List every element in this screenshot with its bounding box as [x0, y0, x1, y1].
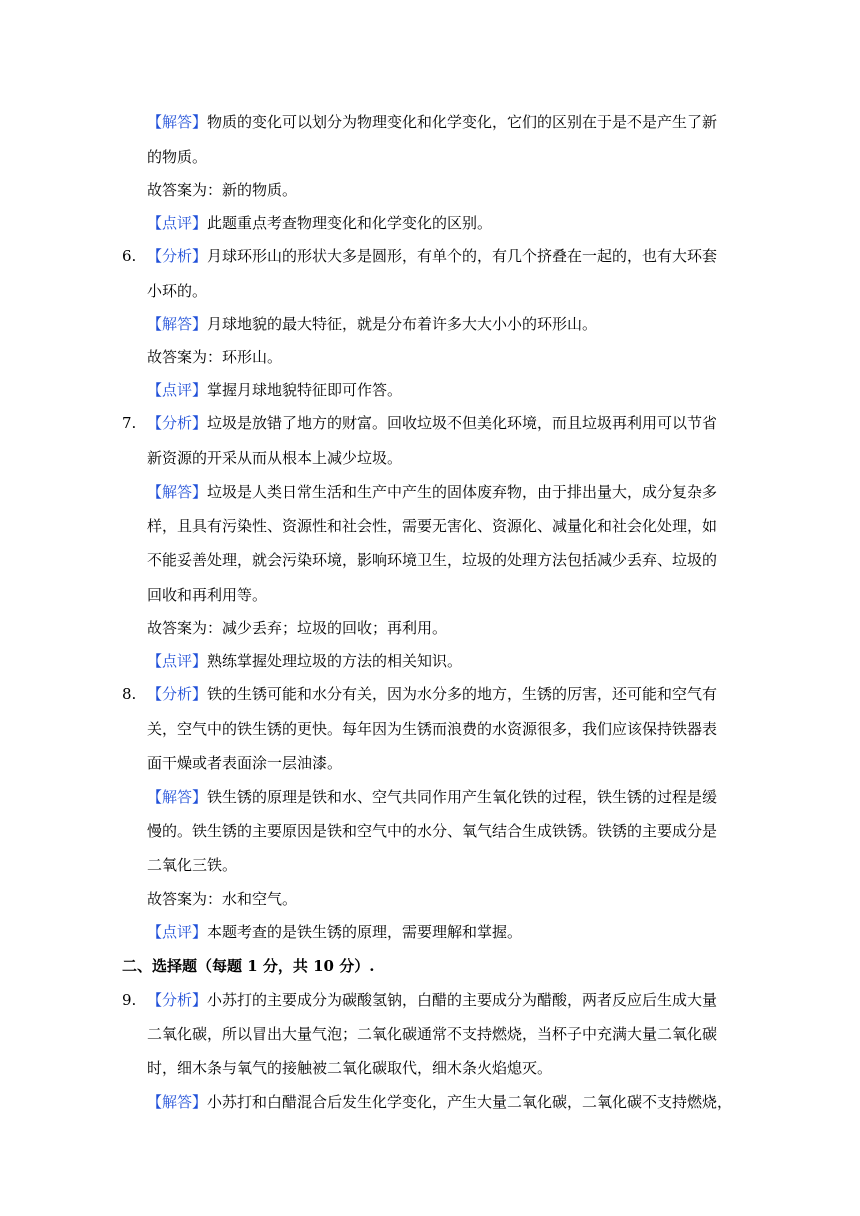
section-heading: 二、选择题（每题 1 分，共 10 分）.: [122, 957, 375, 975]
analysis-tag: 【分析】: [147, 247, 208, 265]
answer-tag: 【解答】: [147, 483, 208, 501]
q7-answer-line-1: 【解答】垃圾是人类日常生活和生产中产生的固体废弃物，由于排出量大，成分复杂多: [147, 483, 718, 501]
q8-analysis-line-2: 关，空气中的铁生锈的更快。每年因为生锈而浪费的水资源很多，我们应该保持铁器表: [147, 720, 718, 738]
comment-tag: 【点评】: [147, 652, 208, 670]
q9-analysis-line-2: 二氧化碳，所以冒出大量气泡；二氧化碳通常不支持燃烧，当杯子中充满大量二氧化碳: [147, 1025, 718, 1043]
q6-result: 故答案为：环形山。: [147, 348, 283, 366]
answer-tag: 【解答】: [147, 315, 208, 333]
comment-tag: 【点评】: [147, 381, 208, 399]
q9-analysis-line-1: 9. 【分析】小苏打的主要成分为碳酸氢钠，白醋的主要成分为醋酸，两者反应后生成大量: [122, 991, 718, 1009]
q8-answer-line-1: 【解答】铁生锈的原理是铁和水、空气共同作用产生氧化铁的过程，铁生锈的过程是缓: [147, 788, 718, 806]
q8-comment: 【点评】本题考查的是铁生锈的原理，需要理解和掌握。: [147, 923, 523, 941]
q7-answer-line-2: 样，且具有污染性、资源性和社会性，需要无害化、资源化、减量化和社会化处理，如: [147, 517, 718, 535]
q8-answer-line-3: 二氧化三铁。: [147, 856, 238, 874]
analysis-tag: 【分析】: [147, 685, 208, 703]
q7-answer-line-4: 回收和再利用等。: [147, 586, 268, 604]
q5-answer-line-1: 【解答】物质的变化可以划分为物理变化和化学变化，它们的区别在于是不是产生了新: [147, 113, 718, 131]
q6-answer: 【解答】月球地貌的最大特征，就是分布着许多大大小小的环形山。: [147, 315, 598, 333]
q7-analysis-line-2: 新资源的开采从而从根本上减少垃圾。: [147, 449, 403, 467]
comment-tag: 【点评】: [147, 923, 208, 941]
q7-comment: 【点评】熟练掌握处理垃圾的方法的相关知识。: [147, 652, 463, 670]
q7-answer-line-3: 不能妥善处理，就会污染环境，影响环境卫生，垃圾的处理方法包括减少丢弃、垃圾的: [147, 551, 718, 569]
q5-comment: 【点评】此题重点考查物理变化和化学变化的区别。: [147, 214, 493, 232]
q7-analysis-line-1: 7. 【分析】垃圾是放错了地方的财富。回收垃圾不但美化环境，而且垃圾再利用可以节省: [122, 414, 718, 432]
q9-analysis-line-3: 时，细木条与氧气的接触被二氧化碳取代，细木条火焰熄灭。: [147, 1059, 553, 1077]
question-number: 6.: [122, 247, 137, 265]
q5-answer-line-2: 的物质。: [147, 148, 208, 166]
q8-answer-line-2: 慢的。铁生锈的主要原因是铁和空气中的水分、氧气结合生成铁锈。铁锈的主要成分是: [147, 822, 718, 840]
q6-analysis-line-2: 小环的。: [147, 282, 208, 300]
q5-result: 故答案为：新的物质。: [147, 181, 298, 199]
question-number: 7.: [122, 414, 137, 432]
analysis-tag: 【分析】: [147, 414, 208, 432]
comment-tag: 【点评】: [147, 214, 208, 232]
answer-tag: 【解答】: [147, 113, 208, 131]
q8-result: 故答案为：水和空气。: [147, 890, 298, 908]
answer-tag: 【解答】: [147, 1093, 208, 1111]
q6-analysis-line-1: 6. 【分析】月球环形山的形状大多是圆形，有单个的，有几个挤叠在一起的，也有大环套: [122, 247, 718, 265]
question-number: 8.: [122, 685, 137, 703]
q8-analysis-line-3: 面干燥或者表面涂一层油漆。: [147, 754, 343, 772]
answer-tag: 【解答】: [147, 788, 208, 806]
q6-comment: 【点评】掌握月球地貌特征即可作答。: [147, 381, 403, 399]
q7-result: 故答案为：减少丢弃；垃圾的回收；再利用。: [147, 619, 448, 637]
q8-analysis-line-1: 8. 【分析】铁的生锈可能和水分有关，因为水分多的地方，生锈的厉害，还可能和空气有: [122, 685, 718, 703]
q9-answer-line-1: 【解答】小苏打和白醋混合后发生化学变化，产生大量二氧化碳，二氧化碳不支持燃烧，: [147, 1093, 733, 1111]
question-number: 9.: [122, 991, 137, 1009]
analysis-tag: 【分析】: [147, 991, 208, 1009]
